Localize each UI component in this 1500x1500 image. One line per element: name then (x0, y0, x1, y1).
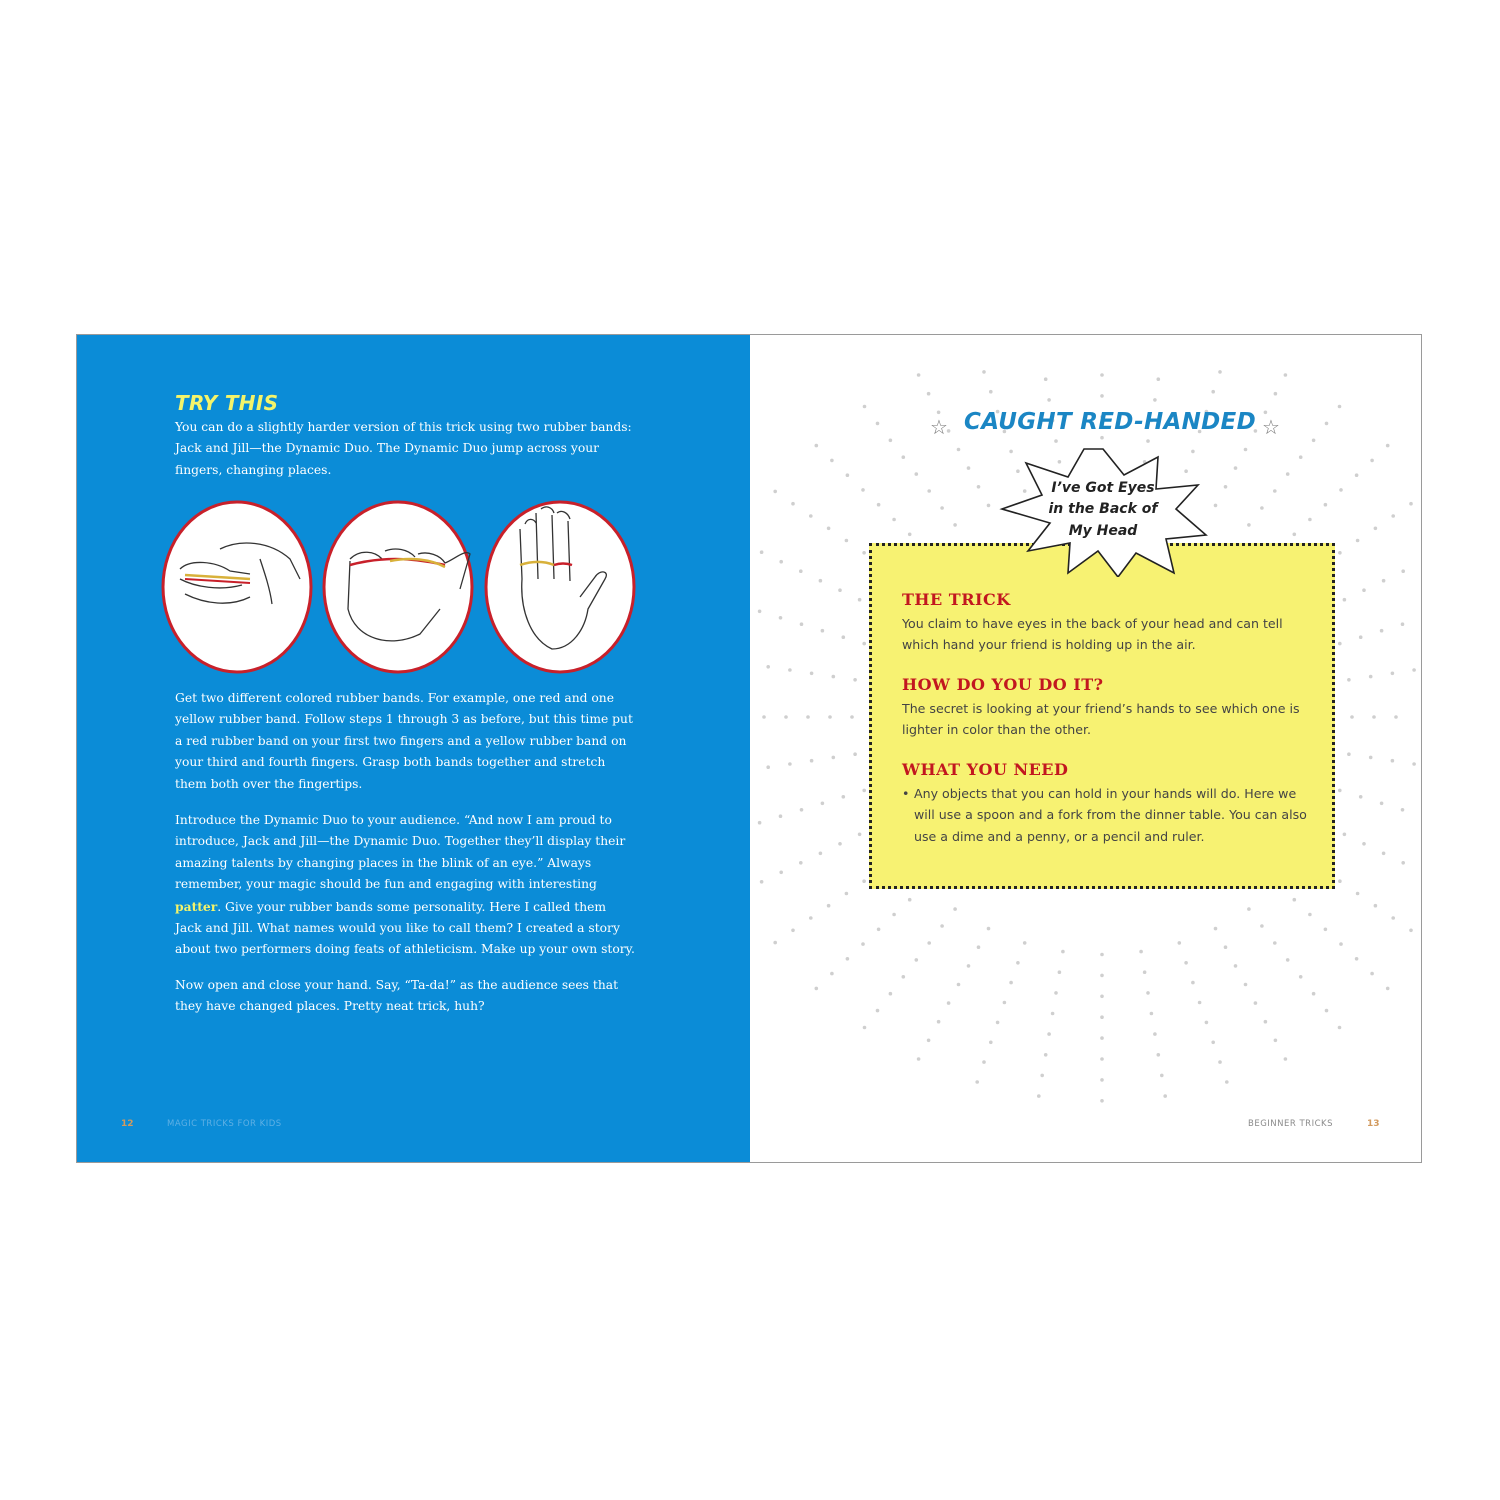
bullet-icon: • (902, 786, 910, 801)
ray-dot (1100, 394, 1104, 398)
ray-dot (1100, 953, 1104, 957)
book-spread (76, 334, 1422, 1163)
ray-dot (788, 668, 792, 672)
ray-dot (1386, 987, 1390, 991)
ray-dot (1338, 879, 1342, 883)
ray-dot (838, 588, 842, 592)
try-this-heading: TRY THIS (175, 391, 279, 415)
ray-dot (758, 610, 762, 614)
intro-paragraph: You can do a slightly harder version of this trick using two rubber bands: Jack and Jill—the Dynamic Duo. The Dynamic Duo jump across your fingers, changing places. (175, 420, 632, 477)
ray-dot (842, 635, 846, 639)
ray-dot (1374, 527, 1378, 531)
ray-dot (1100, 1099, 1104, 1103)
ray-dot (1160, 1074, 1164, 1078)
ray-dot (967, 964, 971, 968)
ray-dot (1343, 598, 1347, 602)
ray-dot (892, 913, 896, 917)
ray-dot (861, 942, 865, 946)
ray-dot (1157, 377, 1161, 381)
ray-dot (1355, 473, 1359, 477)
ray-dot (908, 898, 912, 902)
ray-dot (1391, 672, 1395, 676)
ray-dot (1247, 523, 1251, 527)
ray-dot (784, 715, 788, 719)
ray-dot (810, 672, 814, 676)
ray-dot (1044, 377, 1048, 381)
ray-dot (1157, 1053, 1161, 1057)
ray-dot (861, 488, 865, 492)
ray-dot (902, 455, 906, 459)
ray-dot (1369, 675, 1373, 679)
ray-dot (1234, 466, 1238, 470)
ray-dot (1146, 439, 1150, 443)
ray-dot (773, 941, 777, 945)
ray-dot (975, 1080, 979, 1084)
ray-dot (1139, 950, 1143, 954)
ray-dot (830, 972, 834, 976)
ray-dot (858, 833, 862, 837)
ray-dot (1308, 913, 1312, 917)
running-head-left: MAGIC TRICKS FOR KIDS (167, 1119, 282, 1129)
ray-dot (982, 370, 986, 374)
what-you-need-text: Any objects that you can hold in your hands will do. Here we will use a spoon and a fork from the dinner table. You can also use a dime and a penny, or a pencil and ruler. (914, 786, 1307, 844)
ray-dot (1293, 533, 1297, 537)
ray-dot (762, 715, 766, 719)
ray-dot (1254, 1001, 1258, 1005)
ray-dot (1198, 1001, 1202, 1005)
ray-dot (1051, 1012, 1055, 1016)
ray-dot (940, 924, 944, 928)
the-trick-text: You claim to have eyes in the back of your head and can tell which hand your friend is holding up in the air. (902, 616, 1283, 653)
ray-dot (1372, 715, 1376, 719)
ray-dot (766, 765, 770, 769)
ray-dot (1380, 802, 1384, 806)
ray-dot (1274, 1039, 1278, 1043)
ray-dot (889, 992, 893, 996)
ray-dot (1338, 1026, 1342, 1030)
ray-dot (845, 539, 849, 543)
ray-dot (846, 473, 850, 477)
ray-dot (791, 929, 795, 933)
ray-dot (1409, 502, 1413, 506)
page-number-left: 12 (121, 1119, 134, 1129)
ray-dot (1047, 1032, 1051, 1036)
ray-dot (1218, 370, 1222, 374)
ray-dot (850, 715, 854, 719)
ray-dot (1273, 941, 1277, 945)
ray-dot (1178, 941, 1182, 945)
ray-dot (846, 957, 850, 961)
ray-dot (862, 879, 866, 883)
ray-dot (799, 861, 803, 865)
ray-dot (915, 472, 919, 476)
ray-dot (1338, 551, 1342, 555)
ray-dot (1218, 1060, 1222, 1064)
ray-dot (1391, 514, 1395, 518)
ray-dot (1284, 373, 1288, 377)
right-page (750, 335, 1422, 1162)
ray-dot (1339, 488, 1343, 492)
ray-dot (800, 622, 804, 626)
ray-dot (1143, 970, 1147, 974)
ray-dot (1382, 852, 1386, 856)
ray-dot (1308, 518, 1312, 522)
ray-dot (982, 1060, 986, 1064)
ray-dot (827, 527, 831, 531)
ray-dot (877, 928, 881, 932)
ray-dot (1359, 795, 1363, 799)
ray-dot (1023, 941, 1027, 945)
ray-dot (1214, 927, 1218, 931)
ray-dot (853, 752, 857, 756)
ray-dot (1286, 958, 1290, 962)
ray-dot (1359, 635, 1363, 639)
ray-dot (819, 852, 823, 856)
ray-dot (1054, 439, 1058, 443)
ray-dot (799, 569, 803, 573)
ray-dot (1247, 907, 1251, 911)
closing-paragraph: Now open and close your hand. Say, “Ta-da!” as the audience sees that they have changed places. Pretty neat trick, huh? (175, 978, 619, 1014)
ray-dot (760, 550, 764, 554)
ray-dot (1100, 1015, 1104, 1019)
ray-dot (863, 405, 867, 409)
ray-dot (927, 941, 931, 945)
ray-dot (810, 759, 814, 763)
ray-dot (821, 629, 825, 633)
ray-dot (1100, 1078, 1104, 1082)
ray-dot (1037, 1094, 1041, 1098)
the-trick-heading: THE TRICK (902, 590, 1011, 609)
ray-dot (1054, 991, 1058, 995)
ray-dot (927, 1039, 931, 1043)
ray-dot (1350, 715, 1354, 719)
ray-dot (967, 466, 971, 470)
ray-dot (1264, 1020, 1268, 1024)
ray-dot (902, 975, 906, 979)
ray-dot (1100, 1057, 1104, 1061)
page-number-right: 13 (1367, 1119, 1380, 1129)
ray-dot (815, 444, 819, 448)
ray-dot (766, 665, 770, 669)
ray-dot (1380, 629, 1384, 633)
ray-dot (996, 1021, 1000, 1025)
ray-dot (927, 489, 931, 493)
ray-dot (1347, 752, 1351, 756)
ray-dot (1244, 983, 1248, 987)
what-you-need-heading: WHAT YOU NEED (902, 760, 1069, 779)
ray-dot (1100, 373, 1104, 377)
ray-dot (1369, 756, 1373, 760)
ray-dot (1150, 1012, 1154, 1016)
trick-title: CAUGHT RED-HANDED (964, 409, 1256, 435)
ray-dot (828, 715, 832, 719)
subtitle-line-1: I’ve Got Eyes (1051, 480, 1155, 496)
ray-dot (862, 642, 866, 646)
ray-dot (987, 504, 991, 508)
ray-dot (1273, 489, 1277, 493)
ray-dot (838, 842, 842, 846)
ray-dot (957, 448, 961, 452)
ray-dot (1325, 1009, 1329, 1013)
ray-dot (987, 927, 991, 931)
ray-dot (1234, 964, 1238, 968)
ray-dot (876, 422, 880, 426)
ray-dot (842, 795, 846, 799)
ray-dot (1044, 1053, 1048, 1057)
ray-dot (953, 907, 957, 911)
ray-dot (957, 983, 961, 987)
ray-dot (1374, 904, 1378, 908)
ray-dot (1224, 945, 1228, 949)
ray-dot (1412, 762, 1416, 766)
ray-dot (1211, 390, 1215, 394)
ray-dot (1401, 622, 1405, 626)
ray-dot (953, 523, 957, 527)
ray-dot (1382, 579, 1386, 583)
ray-dot (1391, 916, 1395, 920)
patter-highlight: patter (175, 898, 218, 914)
ray-dot (832, 675, 836, 679)
ray-dot (1260, 506, 1264, 510)
ray-dot (1356, 892, 1360, 896)
ray-dot (862, 551, 866, 555)
ray-dot (863, 1026, 867, 1030)
ray-dot (977, 945, 981, 949)
patter-text-after: . Give your rubber bands some personality. Here I called them Jack and Jill. What names would you like to call them? I created a story about two performers doing feats of athleticism. Make up your own story. (175, 899, 635, 957)
ray-dot (1274, 392, 1278, 396)
ray-dot (947, 1001, 951, 1005)
ray-dot (1146, 991, 1150, 995)
running-head-right: BEGINNER TRICKS (1248, 1119, 1334, 1129)
ray-dot (1205, 1021, 1209, 1025)
ray-dot (1284, 1057, 1288, 1061)
ray-dot (989, 390, 993, 394)
ray-dot (927, 392, 931, 396)
ray-dot (1401, 569, 1405, 573)
ray-dot (779, 560, 783, 564)
starburst-subtitle (1020, 478, 1186, 542)
ray-dot (1312, 439, 1316, 443)
ray-dot (1325, 422, 1329, 426)
ray-dot (800, 808, 804, 812)
ray-dot (779, 616, 783, 620)
ray-dot (1214, 504, 1218, 508)
ray-dot (1362, 588, 1366, 592)
ray-dot (1386, 444, 1390, 448)
ray-dot (1391, 759, 1395, 763)
ray-dot (1058, 970, 1062, 974)
ray-dot (1100, 436, 1104, 440)
ray-dot (877, 503, 881, 507)
ray-dot (917, 373, 921, 377)
ray-dot (821, 802, 825, 806)
ray-dot (1040, 1074, 1044, 1078)
ray-dot (1338, 405, 1342, 409)
ray-dot (1370, 972, 1374, 976)
trick-info-box (869, 543, 1335, 889)
ray-dot (853, 678, 857, 682)
ray-dot (1339, 942, 1343, 946)
ray-dot (845, 892, 849, 896)
ray-dot (1211, 1041, 1215, 1045)
ray-dot (1100, 974, 1104, 978)
ray-dot (1299, 975, 1303, 979)
ray-dot (827, 904, 831, 908)
ray-dot (858, 598, 862, 602)
ray-dot (1394, 715, 1398, 719)
ray-dot (1016, 961, 1020, 965)
ray-dot (819, 579, 823, 583)
ray-dot (1047, 398, 1051, 402)
ray-dot (1401, 861, 1405, 865)
ray-dot (1225, 1080, 1229, 1084)
ray-dot (758, 821, 762, 825)
ray-dot (1191, 981, 1195, 985)
ray-dot (1324, 503, 1328, 507)
ray-dot (809, 916, 813, 920)
ray-dot (1347, 678, 1351, 682)
ray-dot (760, 880, 764, 884)
ray-dot (830, 459, 834, 463)
ray-dot (1224, 485, 1228, 489)
ray-dot (1355, 957, 1359, 961)
ray-dot (1009, 981, 1013, 985)
patter-paragraph (175, 810, 635, 961)
subtitle-line-2: in the Back of (1048, 501, 1158, 518)
subtitle-line-3: My Head (1068, 522, 1138, 539)
ray-dot (1362, 842, 1366, 846)
patter-text-before: Introduce the Dynamic Duo to your audience. “And now I am proud to introduce, Jack and Jill—the Dynamic Duo. Together they’ll display their amazing talents by changing places in the blink of an eye.” Always remember, your magic should be fun and engaging with interesting (175, 813, 626, 892)
ray-dot (1100, 995, 1104, 999)
ray-dot (937, 1020, 941, 1024)
ray-dot (1356, 539, 1360, 543)
ray-dot (1338, 642, 1342, 646)
ray-dot (977, 485, 981, 489)
ray-dot (1401, 808, 1405, 812)
ray-dot (791, 502, 795, 506)
ray-dot (1312, 992, 1316, 996)
star-icon-right: ☆ (1262, 415, 1280, 439)
ray-dot (1338, 789, 1342, 793)
ray-dot (889, 439, 893, 443)
ray-dot (788, 762, 792, 766)
ray-dot (1260, 924, 1264, 928)
ray-dot (862, 789, 866, 793)
star-icon-left: ☆ (930, 415, 948, 439)
ray-dot (1324, 928, 1328, 932)
ray-dot (806, 715, 810, 719)
left-page (77, 335, 750, 1162)
ray-dot (1343, 833, 1347, 837)
ray-dot (779, 814, 783, 818)
ray-dot (1100, 1036, 1104, 1040)
ray-dot (1293, 898, 1297, 902)
how-text: The secret is looking at your friend’s hands to see which one is lighter in color than the other. (902, 701, 1300, 738)
ray-dot (815, 987, 819, 991)
ray-dot (908, 533, 912, 537)
ray-dot (1153, 1032, 1157, 1036)
ray-dot (915, 958, 919, 962)
ray-dot (1286, 472, 1290, 476)
ray-dot (1163, 1094, 1167, 1098)
ray-dot (1409, 929, 1413, 933)
how-heading: HOW DO YOU DO IT? (902, 675, 1104, 694)
hand-step-3-illustration (486, 502, 634, 672)
ray-dot (779, 871, 783, 875)
ray-dot (989, 1041, 993, 1045)
ray-dot (1184, 961, 1188, 965)
ray-dot (1412, 668, 1416, 672)
ray-dot (773, 490, 777, 494)
ray-dot (1153, 398, 1157, 402)
ray-dot (917, 1057, 921, 1061)
ray-dot (892, 518, 896, 522)
instructions-paragraph: Get two different colored rubber bands. For example, one red and one yellow rubber band. Follow steps 1 through 3 as before, but this time put a red rubber band on your first two fingers and a yellow rubber band on your third and fourth fingers. Grasp both bands together and stretch them both over the fingertips. (175, 691, 633, 791)
ray-dot (1370, 459, 1374, 463)
ray-dot (809, 514, 813, 518)
hand-step-2-illustration (324, 502, 472, 672)
ray-dot (1244, 448, 1248, 452)
hand-illustrations (160, 499, 640, 675)
hand-step-1-illustration (163, 502, 311, 672)
ray-dot (876, 1009, 880, 1013)
ray-dot (832, 756, 836, 760)
ray-dot (1299, 455, 1303, 459)
ray-dot (1061, 950, 1065, 954)
ray-dot (940, 506, 944, 510)
ray-dot (1003, 1001, 1007, 1005)
